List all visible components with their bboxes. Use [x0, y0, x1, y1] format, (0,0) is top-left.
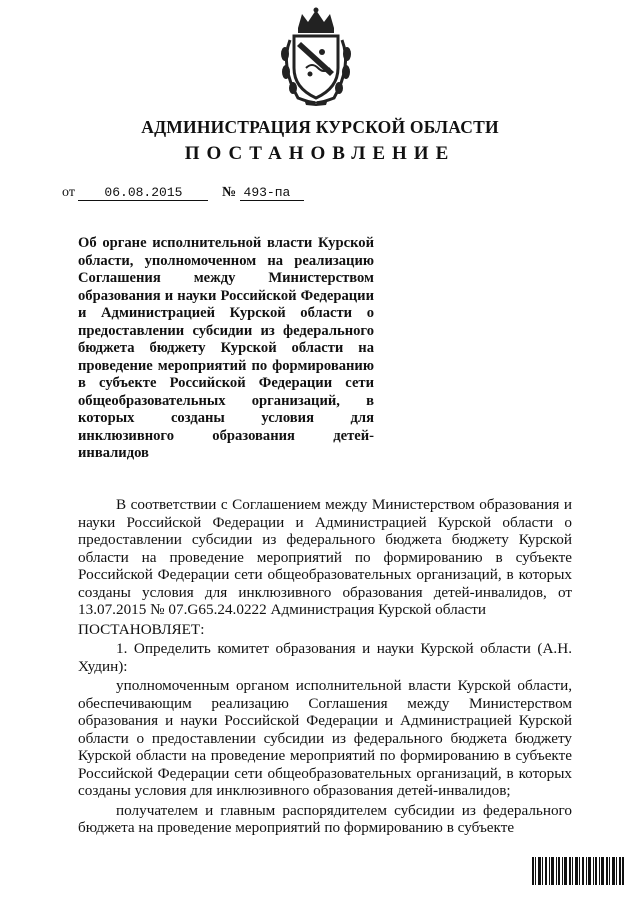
date-number-line	[62, 185, 304, 201]
body-paragraph: получателем и главным распорядителем субсидии из федерального бюджета на проведение мероприятий по формированию в субъекте	[78, 801, 572, 836]
coat-of-arms-emblem	[274, 6, 358, 106]
organization-title: АДМИНИСТРАЦИЯ КУРСКОЙ ОБЛАСТИ	[141, 117, 499, 137]
date-prefix-label: от	[62, 185, 75, 200]
body-paragraph: уполномоченным органом исполнительной власти Курской области, обеспечивающим реализацию Соглашения между Министерством образования и науки Российской Федерации и Администрацией Курской области о предоставлении субсидии из федерального бюджета бюджету Курской области на проведение мероприятий по формированию в субъекте Российской Федерации сети общеобразовательных организаций, в которых созданы условия для инклюзивного образования детей-инвалидов;	[78, 677, 572, 799]
document-subject: Об органе исполнительной власти Курской области, уполномоченном на реализацию Соглашения между Министерством образования и науки Российской Федерации и Администрацией Курской области о предоставлении субсидии из федерального бюджета бюджету Курской области на проведение мероприятий по формированию в субъекте Российской Федерации сети общеобразовательных организаций, в которых созданы условия для инклюзивного образования детей-инвалидов	[78, 235, 374, 461]
body-paragraph: 1. Определить комитет образования и науки Курской области (А.Н. Худин):	[78, 640, 572, 675]
number-sign-label: №	[221, 185, 237, 200]
document-body	[78, 496, 572, 839]
document-date: 06.08.2015	[78, 185, 208, 201]
document-type-title: ПОСТАНОВЛЕНИЕ	[184, 143, 456, 164]
body-paragraph: В соответствии с Соглашением между Министерством образования и науки Российской Федерации и Администрацией Курской области о предоставлении субсидии из федерального бюджета бюджету Курской области на проведение мероприятий по формированию в субъекте Российской Федерации сети общеобразовательных организаций, в которых созданы условия для инклюзивного образования детей-инвалидов, от 13.07.2015 № 07.G65.24.0222 Администрация Курской области	[78, 496, 572, 618]
resolution-keyword: ПОСТАНОВЛЯЕТ:	[78, 620, 205, 638]
document-number: 493-па	[240, 185, 304, 201]
barcode-image	[532, 857, 624, 885]
